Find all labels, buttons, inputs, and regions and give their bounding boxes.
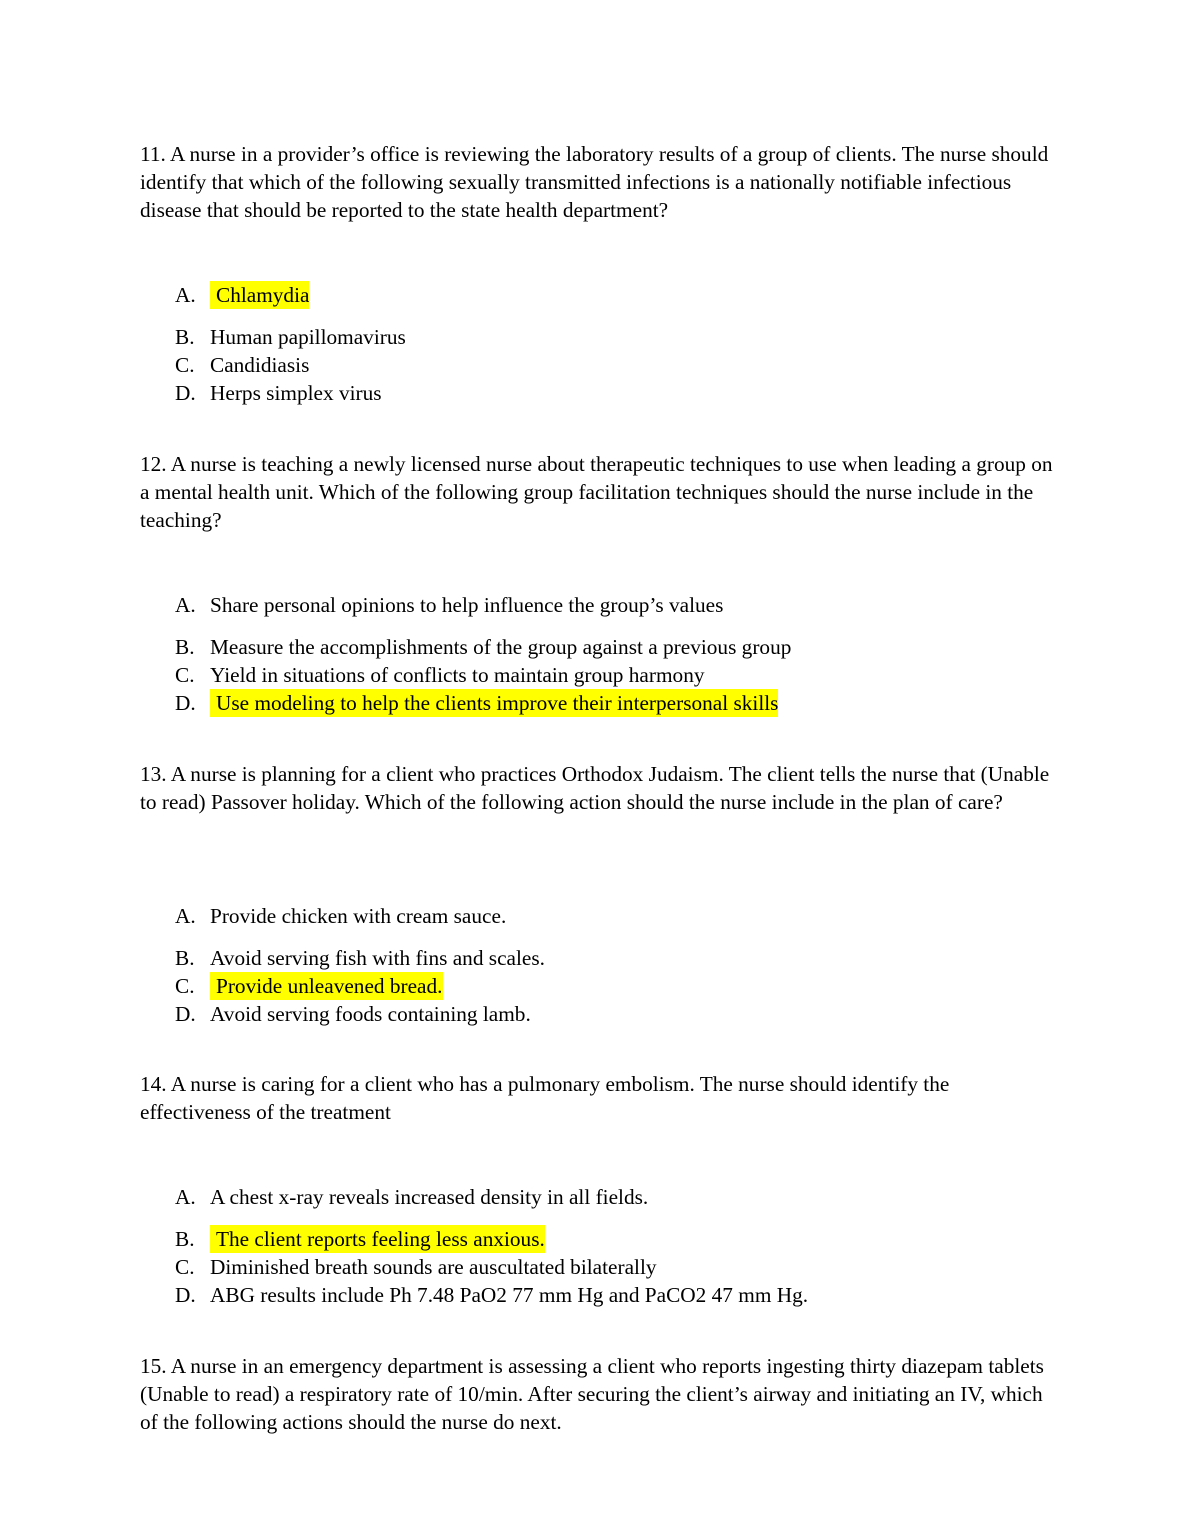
question-13 [140, 760, 1055, 816]
question-15 [140, 1352, 1055, 1436]
option-letter: C. [175, 353, 195, 377]
question-12 [140, 450, 1055, 534]
option-b [175, 944, 1055, 972]
option-text: A chest x-ray reveals increased density in all fields. [210, 1185, 649, 1209]
question-text: 15. A nurse in an emergency department is assessing a client who reports ingesting thirty diazepam tablets (Unable to read) a respiratory rate of 10/min. After securing the client’s airway and initiating an IV, which of the following actions should the nurse do next. [140, 1354, 1044, 1434]
option-b [175, 1225, 1055, 1253]
option-c [175, 351, 1055, 379]
option-d [175, 689, 1055, 717]
option-a [175, 591, 1055, 619]
question-text: 11. A nurse in a provider’s office is reviewing the laboratory results of a group of clients. The nurse should identify that which of the following sexually transmitted infections is a nationally notifiable infectious disease that should be reported to the state health department? [140, 142, 1049, 222]
question-text: 12. A nurse is teaching a newly licensed nurse about therapeutic techniques to use when leading a group on a mental health unit. Which of the following group facilitation techniques should the nurse include in the teaching? [140, 452, 1053, 532]
question-text: 13. A nurse is planning for a client who practices Orthodox Judaism. The client tells the nurse that (Unable to read) Passover holiday. Which of the following action should the nurse include in the plan of care? [140, 762, 1050, 814]
option-text: Avoid serving foods containing lamb. [210, 1002, 531, 1026]
option-text-highlighted: Chlamydia [210, 281, 309, 309]
option-d [175, 1000, 1055, 1028]
option-letter: C. [175, 663, 195, 687]
option-a [175, 902, 1055, 930]
option-d [175, 379, 1055, 407]
question-text: 14. A nurse is caring for a client who has a pulmonary embolism. The nurse should identify the effectiveness of the treatment [140, 1072, 950, 1124]
question-14-options [175, 1183, 1055, 1309]
option-c [175, 972, 1055, 1000]
option-letter: D. [175, 381, 196, 405]
option-c [175, 661, 1055, 689]
option-d [175, 1281, 1055, 1309]
option-text-highlighted: The client reports feeling less anxious. [210, 1225, 545, 1253]
option-letter: B. [175, 1227, 195, 1251]
option-text: Avoid serving fish with fins and scales. [210, 946, 545, 970]
question-13-options [175, 902, 1055, 1028]
option-a [175, 1183, 1055, 1211]
option-letter: A. [175, 904, 196, 928]
option-text: ABG results include Ph 7.48 PaO2 77 mm Hg and PaCO2 47 mm Hg. [210, 1283, 809, 1307]
option-letter: D. [175, 1283, 196, 1307]
option-text-highlighted: Provide unleavened bread. [210, 972, 443, 1000]
option-c [175, 1253, 1055, 1281]
option-letter: B. [175, 325, 195, 349]
question-11 [140, 140, 1055, 224]
option-text: Measure the accomplishments of the group against a previous group [210, 635, 792, 659]
option-a [175, 281, 1055, 309]
option-letter: D. [175, 691, 196, 715]
option-letter: A. [175, 1185, 196, 1209]
option-text: Provide chicken with cream sauce. [210, 904, 507, 928]
option-letter: A. [175, 593, 196, 617]
option-letter: A. [175, 283, 196, 307]
option-text-highlighted: Use modeling to help the clients improve their interpersonal skills [210, 689, 778, 717]
option-text: Yield in situations of conflicts to maintain group harmony [210, 663, 705, 687]
question-11-options [175, 281, 1055, 407]
option-text: Share personal opinions to help influence the group’s values [210, 593, 724, 617]
question-12-options [175, 591, 1055, 717]
option-text: Herps simplex virus [210, 381, 382, 405]
option-letter: B. [175, 946, 195, 970]
option-text: Candidiasis [210, 353, 310, 377]
option-letter: D. [175, 1002, 196, 1026]
option-b [175, 323, 1055, 351]
option-letter: C. [175, 974, 195, 998]
question-14 [140, 1070, 1055, 1126]
option-text: Human papillomavirus [210, 325, 406, 349]
option-letter: B. [175, 635, 195, 659]
option-b [175, 633, 1055, 661]
option-text: Diminished breath sounds are auscultated bilaterally [210, 1255, 657, 1279]
option-letter: C. [175, 1255, 195, 1279]
